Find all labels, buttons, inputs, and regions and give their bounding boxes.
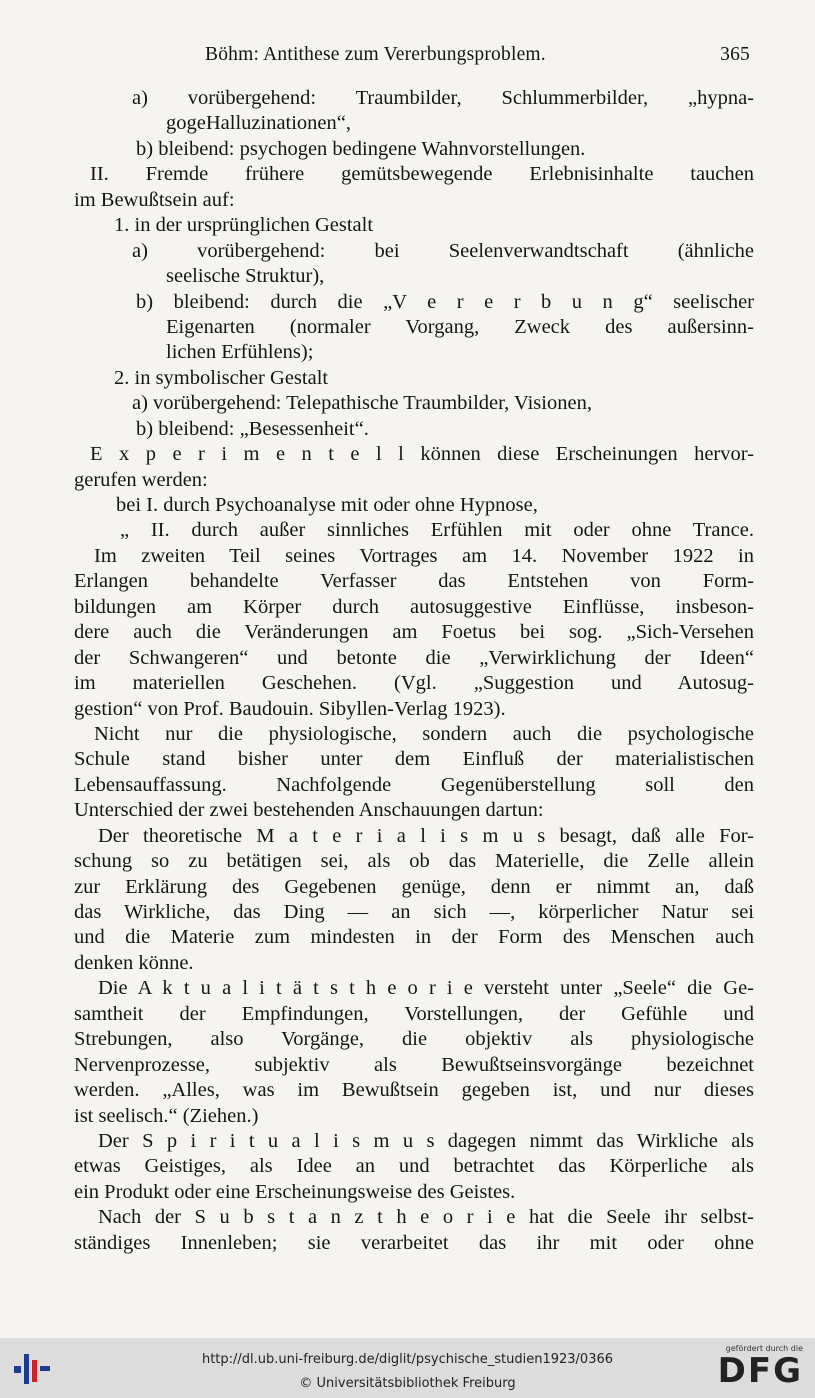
text-line: Lebensauffassung. Nachfolgende Gegenüberstellung soll den <box>74 773 754 796</box>
text-line: seelische Struktur), <box>166 265 325 288</box>
text-line: ist seelisch.“ (Ziehen.) <box>74 1104 259 1127</box>
text-line: Unterschied der zwei bestehenden Anschauungen dartun: <box>74 799 544 822</box>
dfg-wordmark: DFG <box>717 1351 803 1391</box>
text-line: II. Fremde frühere gemütsbewegende Erlebnisinhalte tauchen <box>90 163 754 186</box>
text-line: Strebungen, also Vorgänge, die objektiv als physiologische <box>74 1028 754 1051</box>
text-line: b) bleibend: psychogen bedingene Wahnvorstellungen. <box>136 137 586 160</box>
text-line: a) vorübergehend: Telepathische Traumbilder, Visionen, <box>132 392 592 415</box>
text-line: 1. in der ursprünglichen Gestalt <box>114 214 374 237</box>
text-line: schung so zu betätigen sei, als ob das Materielle, die Zelle allein <box>74 850 754 873</box>
text-line: Nach der S u b s t a n z t h e o r i e hat die Seele ihr selbst- <box>98 1206 754 1229</box>
text-line: b) bleibend: „Besessenheit“. <box>136 417 369 440</box>
text-line: ein Produkt oder eine Erscheinungsweise des Geistes. <box>74 1180 516 1203</box>
page-number: 365 <box>720 44 750 65</box>
text-line: Eigenarten (normaler Vorgang, Zweck des außersinn- <box>166 315 754 338</box>
text-line: Nicht nur die physiologische, sondern auch die psychologische <box>94 722 754 745</box>
text-line: samtheit der Empfindungen, Vorstellungen, der Gefühle und <box>74 1002 754 1025</box>
text-line: Schule stand bisher unter dem Einfluß der materialistischen <box>74 748 754 771</box>
text-line: der Schwangeren“ und betonte die „Verwirklichung der Ideen“ <box>74 646 754 669</box>
text-line: „ II. durch außer sinnliches Erfühlen mit oder ohne Trance. <box>120 519 754 542</box>
text-line: denken könne. <box>74 951 194 974</box>
text-line: a) vorübergehend: Traumbilder, Schlummerbilder, „hypna- <box>132 87 754 109</box>
text-line: dere auch die Veränderungen am Foetus bei sog. „Sich-Versehen <box>74 621 754 644</box>
text-line: Der theoretische M a t e r i a l i s m u s besagt, daß alle For- <box>98 824 754 847</box>
text-line: a) vorübergehend: bei Seelenverwandtschaft (ähnliche <box>132 239 754 262</box>
text-line: lichen Erfühlens); <box>166 341 314 364</box>
text-line: Die A k t u a l i t ä t s t h e o r i e versteht unter „Seele“ die Ge- <box>98 977 754 1000</box>
text-line: gogeHalluzinationen“, <box>166 112 352 135</box>
text-line: bei I. durch Psychoanalyse mit oder ohne Hypnose, <box>116 494 538 516</box>
footer-copyright: © Universitätsbibliothek Freiburg <box>299 1376 516 1391</box>
text-line: 2. in symbolischer Gestalt <box>114 366 329 389</box>
running-title: Böhm: Antithese zum Vererbungsproblem. <box>205 44 546 65</box>
text-line: werden. „Alles, was im Bewußtsein gegeben ist, und nur dieses <box>74 1079 754 1102</box>
text-line: b) bleibend: durch die „V e r e r b u n g“ seelischer <box>136 290 754 313</box>
text-line: E x p e r i m e n t e l l können diese Erscheinungen hervor- <box>90 443 754 466</box>
dfg-logo-icon <box>711 1344 803 1394</box>
text-line: gerufen werden: <box>74 468 208 491</box>
text-line: ständiges Innenleben; sie verarbeitet das ihr mit oder ohne <box>74 1231 754 1254</box>
dfg-caption: gefördert durch die <box>725 1344 803 1353</box>
text-line: Nervenprozesse, subjektiv als Bewußtseinsvorgänge bezeichnet <box>74 1053 754 1076</box>
text-line: im Bewußtsein auf: <box>74 188 235 211</box>
footer-url[interactable]: http://dl.ub.uni-freiburg.de/diglit/psychische_studien1923/0366 <box>201 1352 614 1367</box>
text-line: das Wirkliche, das Ding — an sich —, körperlicher Natur sei <box>74 901 754 923</box>
body-text <box>74 86 754 1256</box>
text-line: im materiellen Geschehen. (Vgl. „Suggestion und Autosug- <box>74 672 754 695</box>
text-line: bildungen am Körper durch autosuggestive Einflüsse, insbeson- <box>74 595 754 618</box>
text-line: etwas Geistiges, als Idee an und betrachtet das Körperliche als <box>74 1155 754 1178</box>
text-line: Der S p i r i t u a l i s m u s dagegen nimmt das Wirkliche als <box>98 1129 754 1152</box>
text-line: Erlangen behandelte Verfasser das Entstehen von Form- <box>74 570 754 593</box>
footer-bar <box>0 1338 815 1398</box>
text-line: gestion“ von Prof. Baudouin. Sibyllen-Verlag 1923). <box>74 697 506 720</box>
text-line: zur Erklärung des Gegebenen genüge, denn er nimmt an, daß <box>74 875 754 898</box>
text-line: Im zweiten Teil seines Vortrages am 14. November 1922 in <box>94 544 754 567</box>
text-line: und die Materie zum mindesten in der Form des Menschen auch <box>74 926 754 949</box>
